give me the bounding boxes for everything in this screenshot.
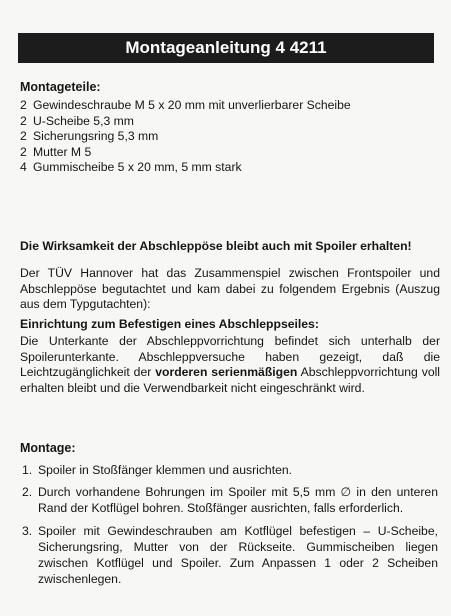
step-number: 2. <box>22 485 33 500</box>
list-item <box>20 129 351 145</box>
part-qty: 4 <box>20 160 27 175</box>
part-text: Mutter M 5 <box>33 144 92 159</box>
part-qty: 2 <box>20 129 27 144</box>
montageteile-heading: Montageteile: <box>20 80 101 94</box>
einrichtung-text-bold: vorderen serienmäßigen <box>155 365 298 380</box>
list-item <box>22 462 438 478</box>
part-qty: 2 <box>20 113 27 128</box>
einrichtung-text-start: Die Unterkante der Abschleppvorrichtung befindet sich unterhalb der Spoilerunterkante. Abschleppversuche haben gezeigt, daß die Leichtzugänglichkeit der <box>20 334 440 380</box>
part-qty: 2 <box>20 98 27 112</box>
montage-steps <box>22 462 438 593</box>
einrichtung-heading: Einrichtung zum Befestigen eines Abschleppseiles: <box>20 317 319 331</box>
step-number: 1. <box>22 463 33 477</box>
part-text: Gewindeschraube M 5 x 20 mm mit unverlierbarer Scheibe <box>33 98 351 112</box>
montage-heading: Montage: <box>20 441 76 455</box>
document-title: Montageanleitung 4 4211 <box>125 38 327 57</box>
einrichtung-text-end: Abschleppvorrichtung voll erhalten bleibt und die Verwendbarkeit nicht eingeschränkt wird. <box>20 365 441 395</box>
list-item <box>20 145 351 161</box>
step-number: 3. <box>22 523 33 538</box>
wirksamkeit-heading: Die Wirksamkeit der Abschleppöse bleibt auch mit Spoiler erhalten! <box>20 239 412 253</box>
part-text: Gummischeibe 5 x 20 mm, 5 mm stark <box>33 160 242 175</box>
einrichtung-paragraph <box>20 334 440 396</box>
part-text: Sicherungsring 5,3 mm <box>33 129 159 144</box>
list-item <box>20 114 351 130</box>
part-text: U-Scheibe 5,3 mm <box>33 113 134 128</box>
step-text: Spoiler in Stoßfänger klemmen und ausrichten. <box>38 463 293 477</box>
tuev-paragraph: Der TÜV Hannover hat das Zusammenspiel zwischen Frontspoiler und Abschleppöse begutachtet und kam dabei zu folgendem Ergebnis (Auszug aus dem Typgutachten): <box>20 266 440 312</box>
step-text: Durch vorhandene Bohrungen im Spoiler mit 5,5 mm ∅ in den unteren Rand der Kotflügel bohren. Stoßfänger ausrichten, falls erforderlich. <box>38 485 438 516</box>
step-text: Spoiler mit Gewindeschrauben am Kotflügel befestigen – U-Scheibe, Sicherungsring, Mutter von der Rückseite. Gummischeiben liegen zwischen Kotflügel und Spoiler. Zum Anpassen 1 oder 2 Scheiben zwischenlegen. <box>38 523 438 587</box>
list-item <box>22 484 438 516</box>
list-item <box>20 160 351 176</box>
part-qty: 2 <box>20 144 27 159</box>
list-item <box>22 523 438 588</box>
list-item <box>20 98 351 114</box>
title-bar <box>18 33 434 63</box>
parts-list <box>20 98 351 176</box>
